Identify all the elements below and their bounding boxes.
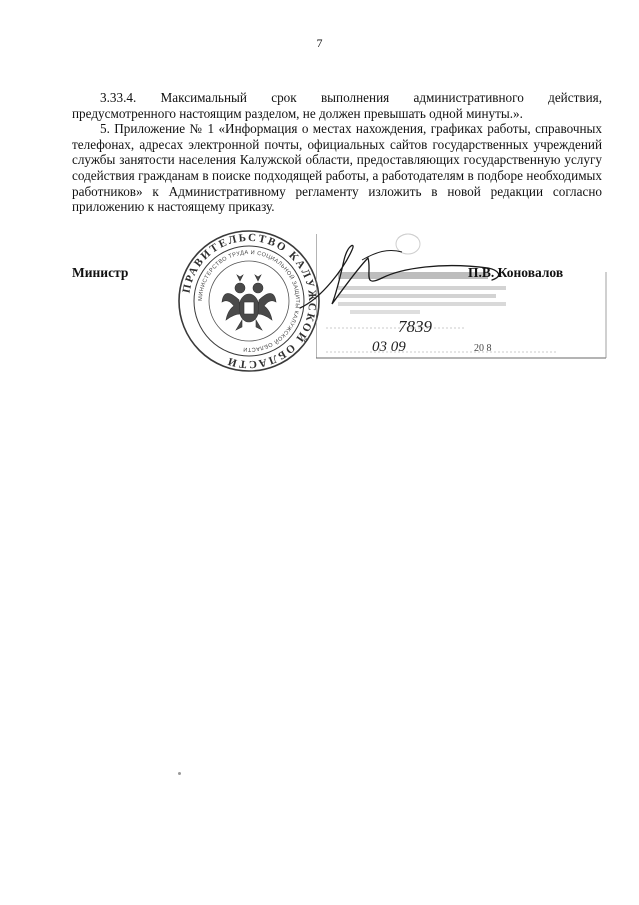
signatory-name: П.В. Коновалов [468,265,564,280]
stamp-reg-number: 7839 [398,317,432,336]
paragraph-3-33-4: 3.33.4. Максимальный срок выполнения административного действия, предусмотренного настоящим разделом, не должен превышать одной минуты.». [72,90,602,121]
stamp-reg-date: 03 09 [372,339,406,355]
stamp-reg-year: 20 8 [474,343,492,354]
signatory-title: Министр [72,265,129,280]
page-number: 7 [316,36,323,50]
scan-speck [178,772,181,775]
seal-inner-text: МИНИСТЕРСТВО ТРУДА И СОЦИАЛЬНОЙ ЗАЩИТЫ КАЛУЖСКОЙ ОБЛАСТИ [197,249,301,353]
paragraph-5: 5. Приложение № 1 «Информация о местах нахождения, графиках работы, справочных телефонах, адресах электронной почты, официальных сайтов государственных учреждений службы занятости населения Калужской области, предоставляющих государственную услугу содействия гражданам в поиске подходящей работы, а работодателям в подборе необходимых работников» к Административному регламенту изложить в новой редакции согласно приложению к настоящему приказу. [72,121,602,215]
seal-outer-text: ПРАВИТЕЛЬСТВО КАЛУЖСКОЙ ОБЛАСТИ [180,231,319,371]
document-body [72,90,602,215]
